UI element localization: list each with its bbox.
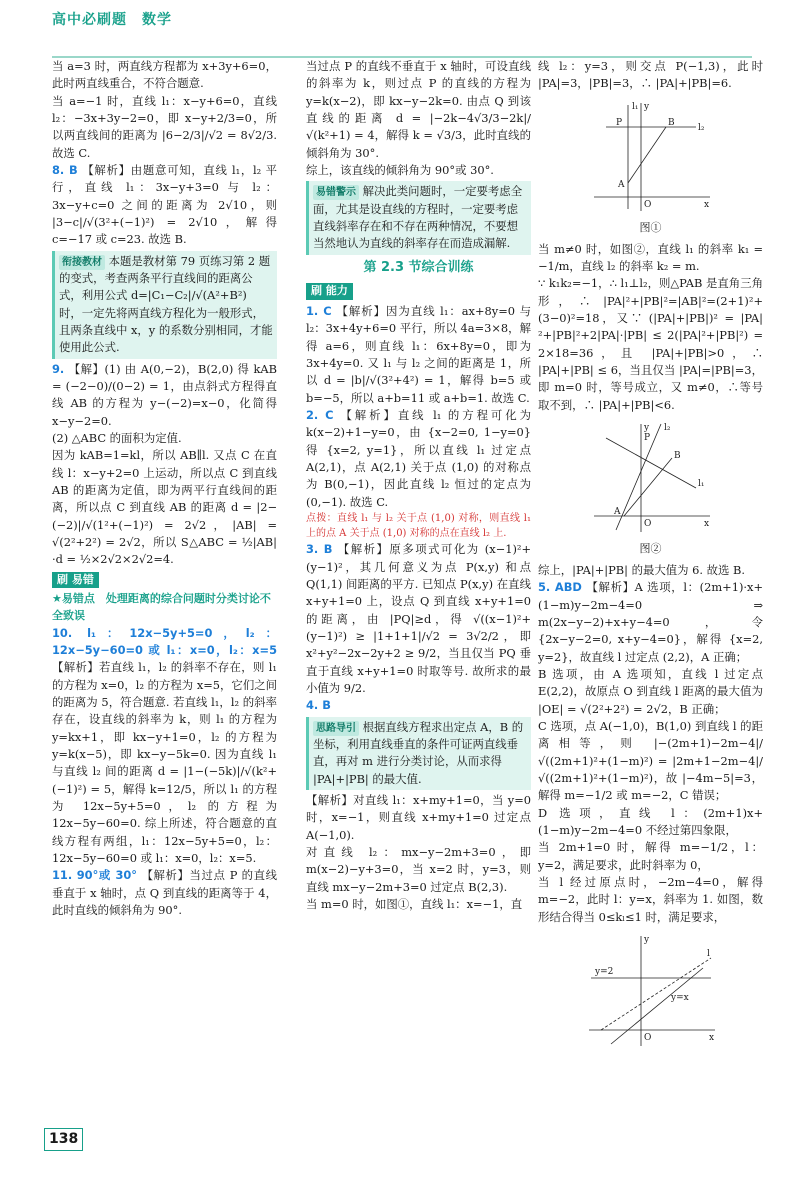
point-p-label: P	[643, 432, 650, 443]
tip-box	[52, 251, 277, 359]
paragraph	[538, 58, 763, 93]
paragraph-text: 综上，该直线的倾斜角为 90°或 30°.	[306, 162, 494, 177]
paragraph-text: 【解析】因为直线 l₁：ax+8y=0 与 l₂：3x+4y+6=0 平行，所以 4a=3×8，解得 a=6，则直线 l₁：6x+8y=0，即为 3x+4y=0. 又 l₁ 与 l₂ 之间的距离是 1，所以 d = |b|/√(3²+4²) = 1，解得 b=5 或 b=−5，所以 a+b=11 或 a+b=1. 故选 C.	[306, 304, 532, 405]
paragraph-text: 【解析】原多项式可化为 (x−1)²+(y−1)²，其几何意义为点 P(x,y) 和点 Q(1,1) 间距离的平方. 已知点 P(x,y) 在直线 x+y+1=0 上，设点 Q 到直线 x+y+1=0 的距离，由 |PQ|≥d，得 √((x−1)²+(y−1)²) ≥ |1+1+1|/√2 = 3√2/2，即 x²+y²−2x−2y+2 ≥ 9/2，当且仅当 PQ 垂直于直线 x+y+1=0 时取等号. 故所求的最小值为 9/2.	[306, 542, 531, 696]
section-heading: 第 2.3 节综合训练	[363, 259, 474, 275]
y-axis-label: y	[643, 422, 649, 433]
point-a-label: A	[613, 506, 620, 517]
tip-box	[306, 181, 531, 254]
paragraph-text: 当 m=0 时，如图①，直线 l₁：x=−1，直	[306, 896, 523, 911]
figure	[538, 930, 763, 1055]
answer-label: 10. l₁：12x−5y+5=0，l₂：12x−5y−60=0 或 l₁：x=0，l₂：x=5	[52, 625, 277, 657]
y-axis-label: y	[643, 934, 649, 945]
paragraph-text: C 选项，点 A(−1,0)，B(1,0) 到直线 l 的距离相等，则 |−(2m+1)−2m−4|/√((2m+1)²+(1−m)²) = |2m+1−2m−4|/√((2m+1)²+(1−m)²)，故 |−4m−5|=3，解得 m=−1/2 或 m=−2，C 错误；	[538, 718, 763, 803]
paragraph-text: ∵ k₁k₂=−1，∴ l₁⊥l₂，则△PAB 是直角三角形，∴ |PA|²+|PB|²=|AB|²=(2+1)²+(3−0)²=18，又∵ (|PA|+|PB|)² = |PA|²+|PB|²+2|PA|·|PB| ≤ 2(|PA|²+|PB|²) = 2×18=36，且 |PA|+|PB|>0，∴ |PA|+|PB| ≤ 6，当且仅当 |PA|=|PB|=3，即 m=0 时，等号成立，又 m≠0，∴等号取不到，∴ |PA|+|PB|<6.	[538, 276, 763, 412]
answer-label: 9.	[52, 361, 69, 376]
answer-label: 2. C	[306, 408, 341, 423]
tip-text: 解决此类问题时，一定要考虑全面，尤其是设直线的方程时，一定要考虑直线斜率存在和不存在两种情况，不要想当然地认为直线的斜率存在而造成漏解.	[313, 184, 523, 251]
figure	[538, 418, 763, 558]
paragraph-text: 线 l₂：y=3，则交点 P(−1,3)，此时 |PA|=3，|PB|=3，∴ |PA|+|PB|=6.	[538, 59, 763, 91]
page-header	[52, 10, 172, 60]
paragraph	[52, 361, 277, 430]
paragraph	[538, 874, 763, 926]
paragraph	[306, 162, 531, 179]
line-l	[601, 958, 711, 1030]
paragraph-text: 【解析】对直线 l₁：x+my+1=0，当 y=0 时，x=−1，则直线 x+my+1=0 过定点 A(−1,0).	[306, 792, 531, 842]
paragraph-text: 当 a=−1 时，直线 l₁：x−y+6=0，直线 l₂：−3x+3y−2=0，即 x−y+2/3=0，所以两直线间的距离为 |6−2/3|/√2 = 8√2/3. 故选 C.	[52, 93, 277, 160]
origin-label: O	[643, 1032, 651, 1043]
paragraph-text: 【解析】A 选项，l：(2m+1)·x+(1−m)y−2m−4=0 ⇒ m(2x−y−2)+x+y−4=0，令 {2x−y−2=0, x+y−4=0}，解得 {x=2, y=2}，故直线 l 过定点 (2,2)，A 正确；	[538, 580, 764, 664]
tip-box	[306, 717, 531, 790]
paragraph	[306, 303, 531, 407]
fig1-graph	[586, 97, 716, 215]
paragraph-text: 当 2m+1=0 时，解得 m=−1/2，l：y=2，满足要求，此时斜率为 0，	[538, 840, 763, 872]
segment-ab	[624, 458, 672, 516]
subsection-heading: 刷 易错	[52, 572, 99, 589]
book-title: 高中必刷题 数学	[52, 12, 172, 28]
point-p-label: P	[615, 117, 622, 128]
point-b-label: B	[673, 450, 681, 461]
paragraph	[306, 541, 531, 697]
margin-note: 点拨：直线 l₁ 与 l₂ 关于点 (1,0) 对称，则直线 l₁ 上的点 A 关于点 (1,0) 对称的点在直线 l₂ 上.	[306, 513, 531, 540]
paragraph-text: D 选项，直线 l：(2m+1)x+(1−m)y−2m−4=0 不经过第四象限，	[538, 805, 763, 837]
paragraph-text: 【解析】若直线 l₁，l₂ 的斜率不存在，则 l₁ 的方程为 x=0，l₂ 的方程为 x=5，它们之间的距离为 5，符合题意. 若直线 l₁，l₂ 的斜率存在，设直线的斜率为 k，则 l₁ 的方程为 y=kx+1，即 kx−y+1=0，l₂ 的方程为 y=k(x−5)，即 kx−y−5k=0. 因为直线 l₁ 与直线 l₂ 间的距离 d = |1−(−5k)|/√(k²+(−1)²) = 5，解得 k=12/5，所以 l₁ 的方程为 12x−5y+5=0，l₂ 的方程为 12x−5y−60=0. 综上所述，符合题意的直线方程有两组，l₁：12x−5y+5=0，l₂：12x−5y−60=0 或 l₁：x=0，l₂：x=5.	[52, 660, 277, 865]
l1-label: l₁	[697, 478, 704, 489]
error-point-heading: ★易错点 处理距离的综合问题时分类讨论不全致误	[52, 592, 271, 622]
paragraph-text: 当 a=3 时，两直线方程都为 x+3y+6=0，此时两直线重合，不符合题意.	[52, 59, 277, 91]
paragraph-text: 当过点 P 的直线不垂直于 x 轴时，可设直线的斜率为 k，则过点 P 的直线的方程为 y=k(x−2)，即 kx−y−2k=0. 由点 Q 到该直线的距离 d = |−2k−4√3/3−2k|/√(k²+1) = 4，解得 k = √3/3，此时直线的倾斜角为 30°.	[306, 59, 531, 160]
paragraph	[538, 718, 763, 805]
paragraph-text: 【解析】由题意可知，直线 l₁，l₂ 平行，直线 l₁：3x−y+3=0 与 l₂：3x−y+c=0 之间的距离为 2√10，则 |3−c|/√(3²+(−1)²) = 2√10，解得 c=−17 或 c=23. 故选 B.	[52, 162, 277, 247]
paragraph	[538, 666, 763, 718]
tip-text: 本题是教材第 79 页练习第 2 题的变式，考查两条平行直线间的距离公式，利用公式 d=|C₁−C₂|/√(A²+B²) 时，一定先将两直线方程化为一般形式，且两条直线中 x，y 的系数分别相同，才能使用此公式.	[59, 253, 273, 355]
paragraph-text: 因为 kAB=1=kl，所以 AB∥l. 又点 C 在直线 l：x−y+2=0 上运动，所以点 C 到直线 AB 的距离为定值，即为两平行直线间的距离，所以点 C 到直线 AB 的距离 d = |2−(−2)|/√(1²+(−1)²) = 2√2，|AB| = √(2²+2²) = 2√2，所以 S△ABC = ½|AB|·d = ½×2√2×2√2=4.	[52, 448, 277, 567]
paragraph-text: 【解析】直线 l₁ 的方程可化为 k(x−2)+1−y=0，由 {x−2=0, 1−y=0} 得 {x=2, y=1}，所以直线 l₁ 过定点 A(2,1)，点 A(2,1) 关于点 (1,0) 的对称点为 B(0,−1)，因此直线 l₂ 恒过的定点为 (0,−1). 故选 C.	[306, 408, 531, 509]
page-number: 138	[44, 1128, 83, 1151]
figure-caption: 图①	[639, 220, 662, 234]
figure-caption: 图②	[639, 542, 662, 556]
fig2-graph	[586, 418, 716, 536]
x-axis-label: x	[703, 199, 709, 210]
answer-label: 8. B	[52, 162, 83, 177]
paragraph	[538, 805, 763, 840]
paragraph	[306, 58, 531, 162]
paragraph-text: 对直线 l₂：mx−y−2m+3=0，即 m(x−2)−y+3=0，当 x=2 时，y=3，则直线 mx−y−2m+3=0 过定点 B(2,3).	[306, 844, 531, 894]
line-l1	[606, 438, 696, 488]
column-middle	[306, 58, 531, 913]
answer-label: 11. 90°或 30°	[52, 868, 142, 883]
fig3-graph	[581, 930, 721, 1050]
paragraph	[306, 697, 531, 714]
l1-label: l₁	[631, 101, 638, 112]
column-right	[538, 58, 763, 1059]
paragraph	[538, 275, 763, 414]
tip-tag: 衔接教材	[59, 255, 105, 270]
x-axis-label: x	[703, 518, 709, 529]
paragraph	[52, 93, 277, 162]
subsection-heading: 刷 能力	[306, 283, 353, 300]
paragraph	[52, 447, 277, 568]
paragraph	[538, 241, 763, 276]
x-axis-label: x	[708, 1032, 714, 1043]
paragraph	[538, 839, 763, 874]
point-a-label: A	[617, 179, 624, 190]
y2-label: y=2	[594, 966, 613, 977]
l2-label: l₂	[663, 422, 670, 433]
paragraph-text: 当 m≠0 时，如图②，直线 l₁ 的斜率 k₁ = −1/m，直线 l₂ 的斜率 k₂ = m.	[538, 241, 763, 274]
line-l2	[616, 424, 661, 530]
paragraph	[306, 792, 531, 844]
origin-label: O	[643, 199, 651, 210]
paragraph-text: B 选项，由 A 选项知，直线 l 过定点 E(2,2)，故原点 O 到直线 l 距离的最大值为 |OE| = √(2²+2²) = 2√2，B 正确；	[538, 667, 763, 716]
paragraph	[52, 867, 277, 919]
answer-label: 4. B	[306, 698, 331, 713]
paragraph	[52, 625, 277, 868]
column-left	[52, 58, 277, 919]
paragraph	[306, 896, 531, 913]
answer-label: 3. B	[306, 542, 338, 557]
point-b-label: B	[667, 117, 675, 128]
paragraph	[306, 844, 531, 896]
tip-text: 根据直线方程求出定点 A，B 的坐标，利用直线垂直的条件可证两直线垂直，再对 m 进行分类讨论，从而求得 |PA|+|PB| 的最大值.	[313, 719, 524, 786]
l-label: l	[706, 948, 710, 959]
tip-tag: 思路导引	[313, 721, 359, 736]
paragraph-text: 当 l 经过原点时，−2m−4=0，解得 m=−2，此时 l：y=x，斜率为 1. 如图，数形结合得当 0≤kₗ≤1 时，满足要求，	[538, 874, 763, 924]
l2-label: l₂	[697, 122, 704, 133]
paragraph	[538, 579, 763, 666]
segment-ab	[628, 127, 666, 183]
paragraph	[306, 407, 531, 511]
paragraph-text: 综上，|PA|+|PB| 的最大值为 6. 故选 B.	[538, 563, 746, 578]
figure	[538, 97, 763, 237]
yx-label: y=x	[670, 992, 689, 1003]
y-axis-label: y	[643, 101, 649, 112]
paragraph-text: (2) △ABC 的面积为定值.	[52, 430, 182, 445]
paragraph	[52, 162, 277, 249]
tip-tag: 易错警示	[313, 185, 359, 200]
paragraph-text: 【解】(1) 由 A(0,−2)，B(2,0) 得 kAB = (−2−0)/(0−2) = 1，由点斜式方程得直线 AB 的方程为 y−(−2)=x−0，化简得 x−y−2=0.	[52, 361, 277, 428]
paragraph	[52, 58, 277, 93]
paragraph-text: 【解析】当过点 P 的直线垂直于 x 轴时，点 Q 到直线的距离等于 4，此时直线的倾斜角为 90°.	[52, 868, 277, 917]
answer-label: 1. C	[306, 304, 337, 319]
paragraph	[538, 562, 763, 579]
answer-label: 5. ABD	[538, 580, 587, 595]
origin-label: O	[643, 518, 651, 529]
paragraph	[52, 430, 277, 447]
line-yx	[611, 968, 703, 1044]
